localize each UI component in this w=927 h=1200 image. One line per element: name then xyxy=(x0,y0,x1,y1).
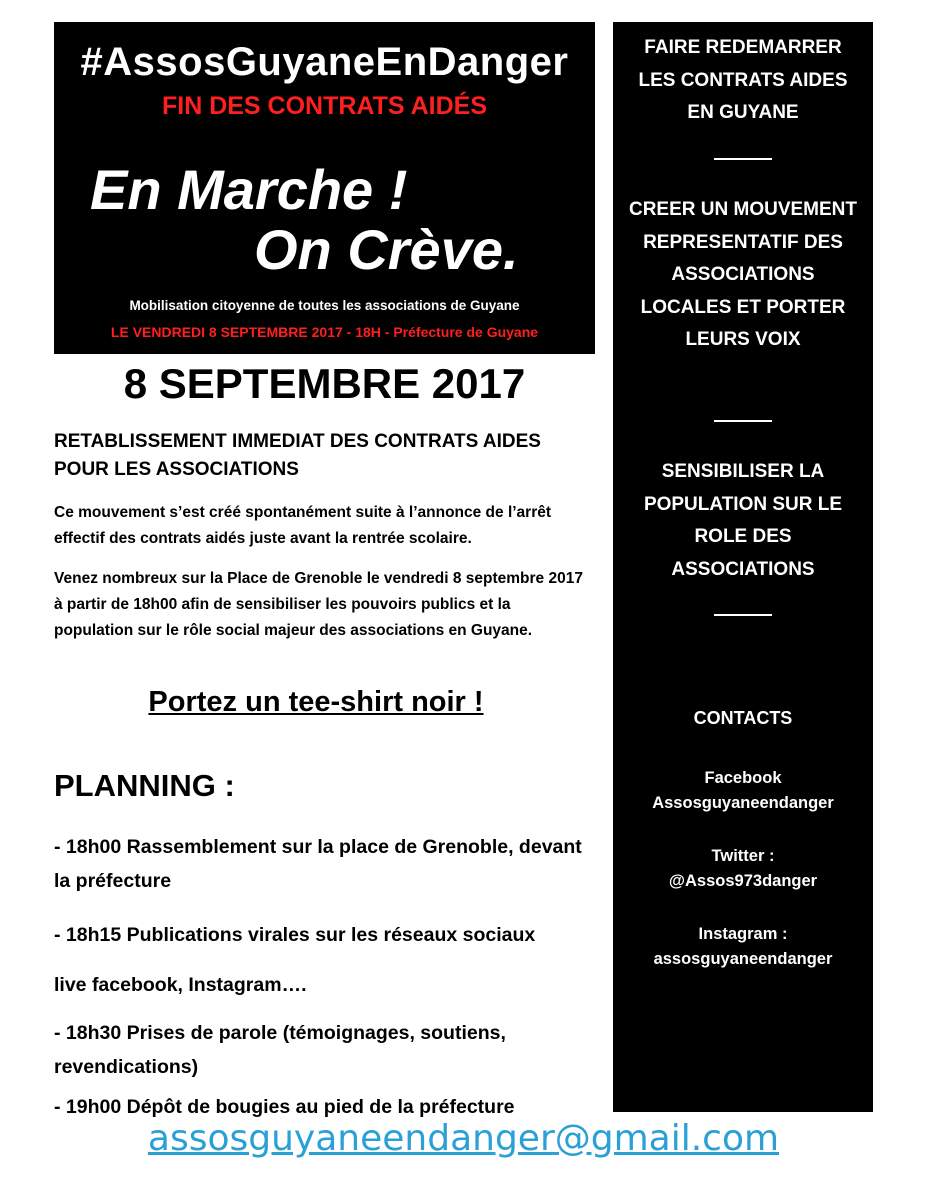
planning-item: live facebook, Instagram…. xyxy=(54,974,307,996)
banner-subtitle: FIN DES CONTRATS AIDÉS xyxy=(161,92,487,120)
banner-event: LE VENDREDI 8 SEPTEMBRE 2017 - 18H - Préfecture de Guyane xyxy=(110,324,539,340)
goal-restart-contracts: FAIRE REDEMARRER LES CONTRATS AIDES EN GUYANE xyxy=(638,37,848,123)
goal-create-movement: CREER UN MOUVEMENT REPRESENTATIF DES ASSOCIATIONS LOCALES ET PORTER LEURS VOIX xyxy=(628,199,857,350)
headline: RETABLISSEMENT IMMEDIAT DES CONTRATS AIDES POUR LES ASSOCIATIONS xyxy=(54,431,541,480)
goal-raise-awareness: SENSIBILISER LA POPULATION SUR LE ROLE DES ASSOCIATIONS xyxy=(643,461,843,580)
planning-item: - 19h00 Dépôt de bougies au pied de la préfecture xyxy=(54,1096,515,1118)
paragraph-invitation: Venez nombreux sur la Place de Grenoble le vendredi 8 septembre 2017 à partir de 18h00 afin de sensibiliser les pouvoirs publics et la population sur le rôle social majeur des associations en Guyane. xyxy=(54,570,583,639)
header-banner xyxy=(54,22,595,354)
contact-instagram-value: assosguyaneendanger xyxy=(653,950,833,968)
contact-twitter-value: @Assos973danger xyxy=(668,872,818,890)
planning-item: - 18h15 Publications virales sur les réseaux sociaux xyxy=(54,924,536,946)
banner-hashtag: #AssosGuyaneEnDanger xyxy=(80,40,569,84)
planning-item: - 18h30 Prises de parole (témoignages, soutiens, revendications) xyxy=(54,1022,506,1078)
banner-slogan-line2: On Crève. xyxy=(254,218,519,281)
contacts-title: CONTACTS xyxy=(693,708,793,728)
contact-facebook-value: Assosguyaneendanger xyxy=(652,794,834,812)
contact-twitter-label: Twitter : xyxy=(711,847,775,865)
contact-instagram-label: Instagram : xyxy=(698,925,788,943)
sidebar-panel xyxy=(613,22,873,1112)
planning-list xyxy=(54,830,594,1106)
divider xyxy=(714,420,772,422)
banner-slogan-line1: En Marche ! xyxy=(90,158,408,221)
planning-title: PLANNING : xyxy=(54,768,235,803)
divider xyxy=(714,158,772,160)
teeshirt-callout: Portez un tee-shirt noir ! xyxy=(148,686,484,718)
banner-slogan xyxy=(90,160,519,280)
paragraph-announcement: Ce mouvement s’est créé spontanément suite à l’annonce de l’arrêt effectif des contrats aidés juste avant la rentrée scolaire. xyxy=(54,504,552,547)
divider xyxy=(714,614,772,616)
banner-mobilisation: Mobilisation citoyenne de toutes les associations de Guyane xyxy=(129,298,520,313)
contact-facebook-label: Facebook xyxy=(704,769,782,787)
contact-email-link[interactable]: assosguyaneendanger@gmail.com xyxy=(147,1118,780,1159)
planning-item: - 18h00 Rassemblement sur la place de Grenoble, devant la préfecture xyxy=(54,836,582,892)
date-heading: 8 SEPTEMBRE 2017 xyxy=(123,360,526,407)
